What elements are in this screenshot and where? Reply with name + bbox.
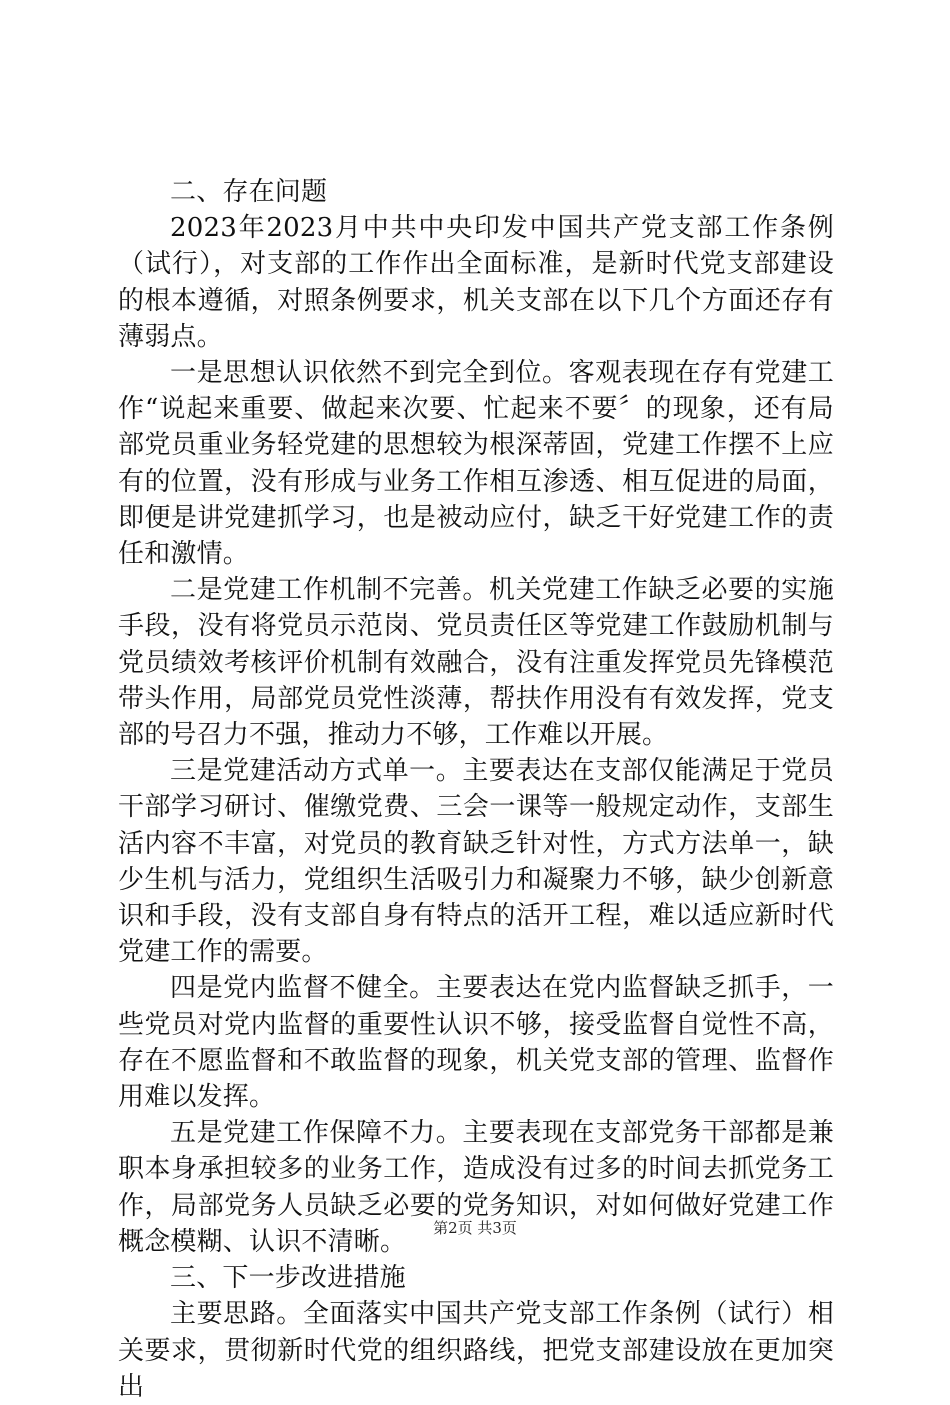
paragraph-issue-4: 四是党内监督不健全。主要表达在党内监督缺乏抓手，一些党员对党内监督的重要性认识不够，接受监督自觉性不高，存在不愿监督和不敢监督的现象，机关党支部的管理、监督作用难以发挥。 xyxy=(118,973,834,1113)
paragraph-issue-5: 五是党建工作保障不力。主要表现在支部党务干部都是兼职本身承担较多的业务工作，造成没有过多的时间去抓党务工作，局部党务人员缺乏必要的党务知识，对如何做好党建工作概念模糊、认识不清晰。 xyxy=(118,1118,834,1257)
paragraph-main-approach: 主要思路。全面落实中国共产党支部工作条例（试行）相关要求，贯彻新时代党的组织路线，把党支部建设放在更加突出 xyxy=(118,1299,834,1402)
paragraph-issue-1: 一是思想认识依然不到完全到位。客观表现在存有党建工作“说起来重要、做起来次要、忙起来不要〞的现象，还有局部党员重业务轻党建的思想较为根深蒂固，党建工作摆不上应有的位置，没有形成与业务工作相互渗透、相互促进的局面，即便是讲党建抓学习，也是被动应付，缺乏干好党建工作的责任和激情。 xyxy=(118,358,834,570)
paragraph-issue-2: 二是党建工作机制不完善。机关党建工作缺乏必要的实施手段，没有将党员示范岗、党员责任区等党建工作鼓励机制与党员绩效考核评价机制有效融合，没有注重发挥党员先锋模范带头作用，局部党员党性淡薄，帮扶作用没有有效发挥，党支部的号召力不强，推动力不够，工作难以开展。 xyxy=(118,575,834,751)
section-heading-problems: 二、存在问题 xyxy=(170,177,328,207)
paragraph-issue-3: 三是党建活动方式单一。主要表达在支部仅能满足于党员干部学习研讨、催缴党费、三会一课等一般规定动作，支部生活内容不丰富，对党员的教育缺乏针对性，方式方法单一，缺少生机与活力，党组织生活吸引力和凝聚力不够，缺少创新意识和手段，没有支部自身有特点的活开工程，难以适应新时代党建工作的需要。 xyxy=(118,756,834,968)
paragraph-intro: 2023年2023月中共中央印发中国共产党支部工作条例（试行），对支部的工作作出全面标准，是新时代党支部建设的根本遵循，对照条例要求，机关支部在以下几个方面还存有薄弱点。 xyxy=(118,213,834,352)
page-number: 第2页 共3页 xyxy=(433,1219,517,1237)
section-heading-measures: 三、下一步改进措施 xyxy=(170,1263,406,1294)
